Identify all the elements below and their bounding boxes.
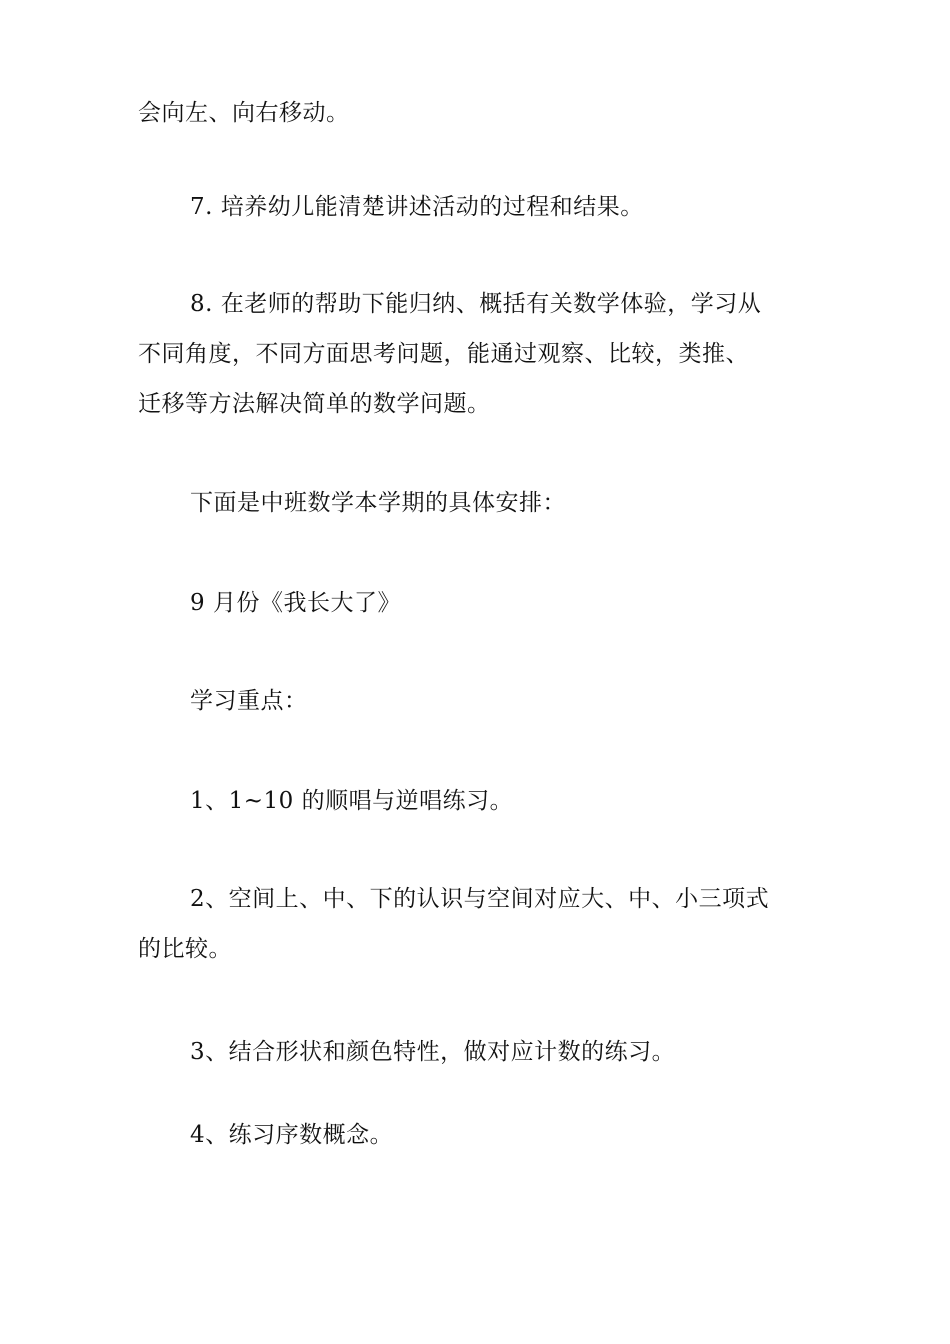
goal-item-8-line-3: 迁移等方法解决简单的数学问题。 [138,391,491,417]
paragraph-line-continuation: 会向左、向右移动。 [138,100,350,126]
focus-item-4: 4、练习序数概念。 [190,1122,394,1148]
focus-item-2-line-2: 的比较。 [138,936,232,962]
focus-heading: 学习重点： [190,688,308,714]
goal-item-8-line-2: 不同角度，不同方面思考问题，能通过观察、比较，类推、 [138,341,749,367]
schedule-intro: 下面是中班数学本学期的具体安排： [190,490,566,516]
focus-item-1: 1、1~10 的顺唱与逆唱练习。 [190,788,514,814]
focus-item-2-line-1: 2、空间上、中、下的认识与空间对应大、中、小三项式 [190,886,770,912]
goal-item-7: 7. 培养幼儿能清楚讲述活动的过程和结果。 [190,194,644,220]
month-heading: 9 月份《我长大了》 [190,590,401,616]
goal-item-8-line-1: 8. 在老师的帮助下能归纳、概括有关数学体验，学习从 [190,291,762,317]
focus-item-3: 3、结合形状和颜色特性，做对应计数的练习。 [190,1039,676,1065]
